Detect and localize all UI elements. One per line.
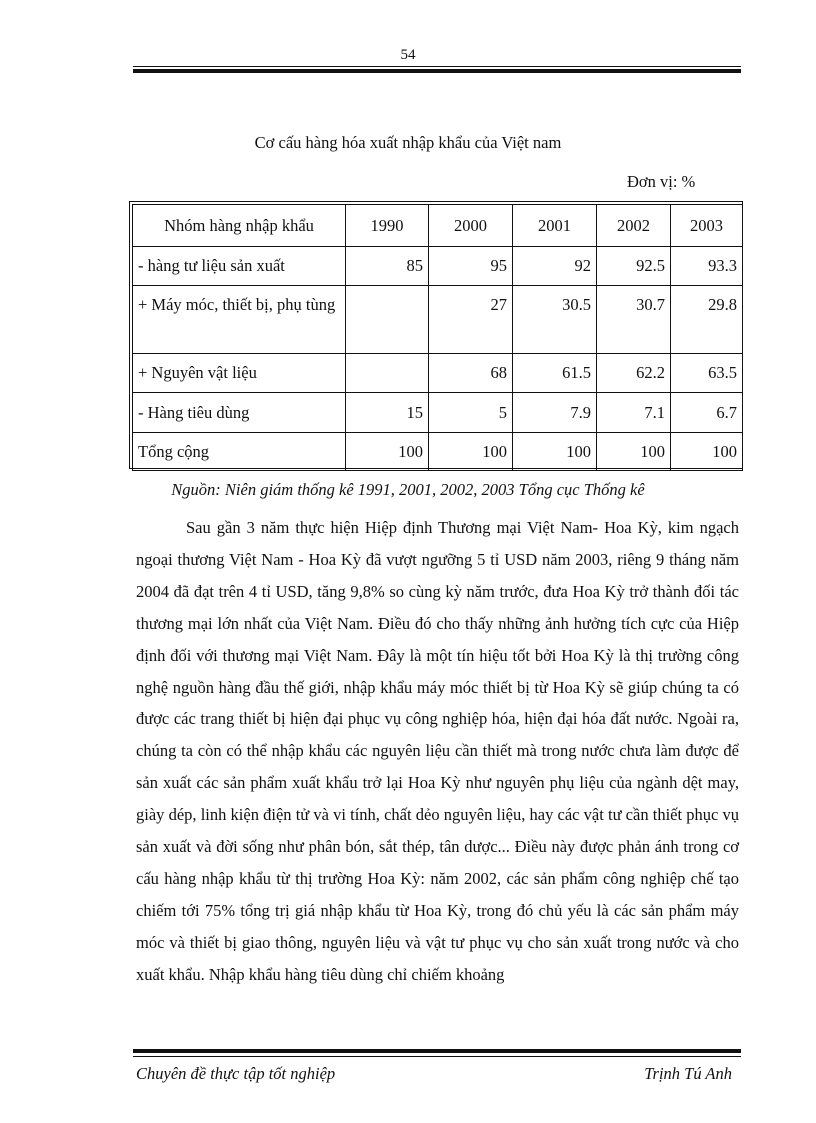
table-cell: 100 [346, 433, 429, 471]
table-cell-label: + Nguyên vật liệu [133, 354, 346, 393]
table-cell: 68 [429, 354, 513, 393]
column-header: 2002 [597, 205, 671, 247]
footer-author: Trịnh Tú Anh [644, 1064, 732, 1083]
table-cell: 30.7 [597, 286, 671, 354]
table-cell [346, 354, 429, 393]
header-rule-thick [133, 69, 741, 73]
column-header: 2003 [671, 205, 743, 247]
table-cell-label: - hàng tư liệu sản xuất [133, 247, 346, 286]
table-cell: 6.7 [671, 393, 743, 433]
table-cell: 15 [346, 393, 429, 433]
table-cell: 30.5 [513, 286, 597, 354]
table-cell: 92.5 [597, 247, 671, 286]
table-cell [346, 286, 429, 354]
footer-document-title: Chuyên đề thực tập tốt nghiệp [136, 1064, 336, 1083]
table-cell: 61.5 [513, 354, 597, 393]
table-cell: 100 [429, 433, 513, 471]
footer-rule [133, 1056, 741, 1057]
table-cell: 100 [597, 433, 671, 471]
table-cell-label-text: + Máy móc, thiết bị, phụ tùng [138, 295, 336, 314]
table-cell: 95 [429, 247, 513, 286]
table-cell: 63.5 [671, 354, 743, 393]
table-row-total [133, 433, 743, 471]
table-cell: 92 [513, 247, 597, 286]
page-number: 54 [400, 47, 416, 63]
column-header: 2001 [513, 205, 597, 247]
import-structure-table-frame [129, 201, 743, 469]
table-row [133, 286, 743, 354]
column-header: 1990 [346, 205, 429, 247]
table-cell: 62.2 [597, 354, 671, 393]
table-cell: 27 [429, 286, 513, 354]
table-source-note: Nguồn: Niên giám thống kê 1991, 2001, 2002, 2003 Tổng cục Thống kê [171, 480, 645, 499]
table-cell: 7.1 [597, 393, 671, 433]
table-cell: 100 [513, 433, 597, 471]
table-cell: 29.8 [671, 286, 743, 354]
table-cell-label: - Hàng tiêu dùng [133, 393, 346, 433]
table-header-row [133, 205, 743, 247]
table-cell: 5 [429, 393, 513, 433]
table-cell: 7.9 [513, 393, 597, 433]
table-row [133, 393, 743, 433]
footer-rule-thick [133, 1049, 741, 1053]
column-header: Nhóm hàng nhập khẩu [133, 205, 346, 247]
unit-label: Đơn vị: % [627, 172, 696, 191]
table-cell-label: Tổng cộng [133, 433, 346, 471]
table-cell: 93.3 [671, 247, 743, 286]
body-paragraph: Sau gần 3 năm thực hiện Hiệp định Thương mại Việt Nam- Hoa Kỳ, kim ngạch ngoại thương Việt Nam - Hoa Kỳ đã vượt ngưỡng 5 tỉ USD năm 2003, riêng 9 tháng năm 2004 đã đạt trên 4 tỉ USD, tăng 9,8% so cùng kỳ năm trước, đưa Hoa Kỳ trở thành đối tác thương mại lớn nhất của Việt Nam. Điều đó cho thấy những ảnh hưởng tích cực của Hiệp định đối với thương mại Việt Nam. Đây là một tín hiệu tốt bởi Hoa Kỳ là thị trường công nghệ nguồn hàng đầu thế giới, nhập khẩu máy móc thiết bị từ Hoa Kỳ sẽ giúp chúng ta có được các trang thiết bị hiện đại phục vụ công nghiệp hóa, hiện đại hóa đất nước. Ngoài ra, chúng ta còn có thể nhập khẩu các nguyên liệu cần thiết mà trong nước chưa làm được để sản xuất các sản phẩm xuất khẩu trở lại Hoa Kỳ như nguyên phụ liệu của ngành dệt may, giày dép, linh kiện điện tử và vi tính, chất dẻo nguyên liệu, hay các vật tư cần thiết phục vụ sản xuất và đời sống như phân bón, sắt thép, tân dược... Điều này được phản ánh trong cơ cấu hàng nhập khẩu từ thị trường Hoa Kỳ: năm 2002, các sản phẩm công nghiệp chế tạo chiếm tới 75% tổng trị giá nhập khẩu từ Hoa Kỳ, trong đó chủ yếu là các sản phẩm máy móc và thiết bị giao thông, nguyên liệu và vật tư phục vụ cho sản xuất trong nước và cho xuất khẩu. Nhập khẩu hàng tiêu dùng chỉ chiếm khoảng [136, 518, 739, 984]
table-cell: 100 [671, 433, 743, 471]
table-title: Cơ cấu hàng hóa xuất nhập khẩu của Việt nam [254, 133, 562, 152]
import-structure-table [132, 204, 743, 471]
table-cell-label [133, 286, 346, 354]
table-row [133, 247, 743, 286]
column-header: 2000 [429, 205, 513, 247]
header-rule [133, 66, 741, 67]
table-row [133, 354, 743, 393]
table-cell: 85 [346, 247, 429, 286]
